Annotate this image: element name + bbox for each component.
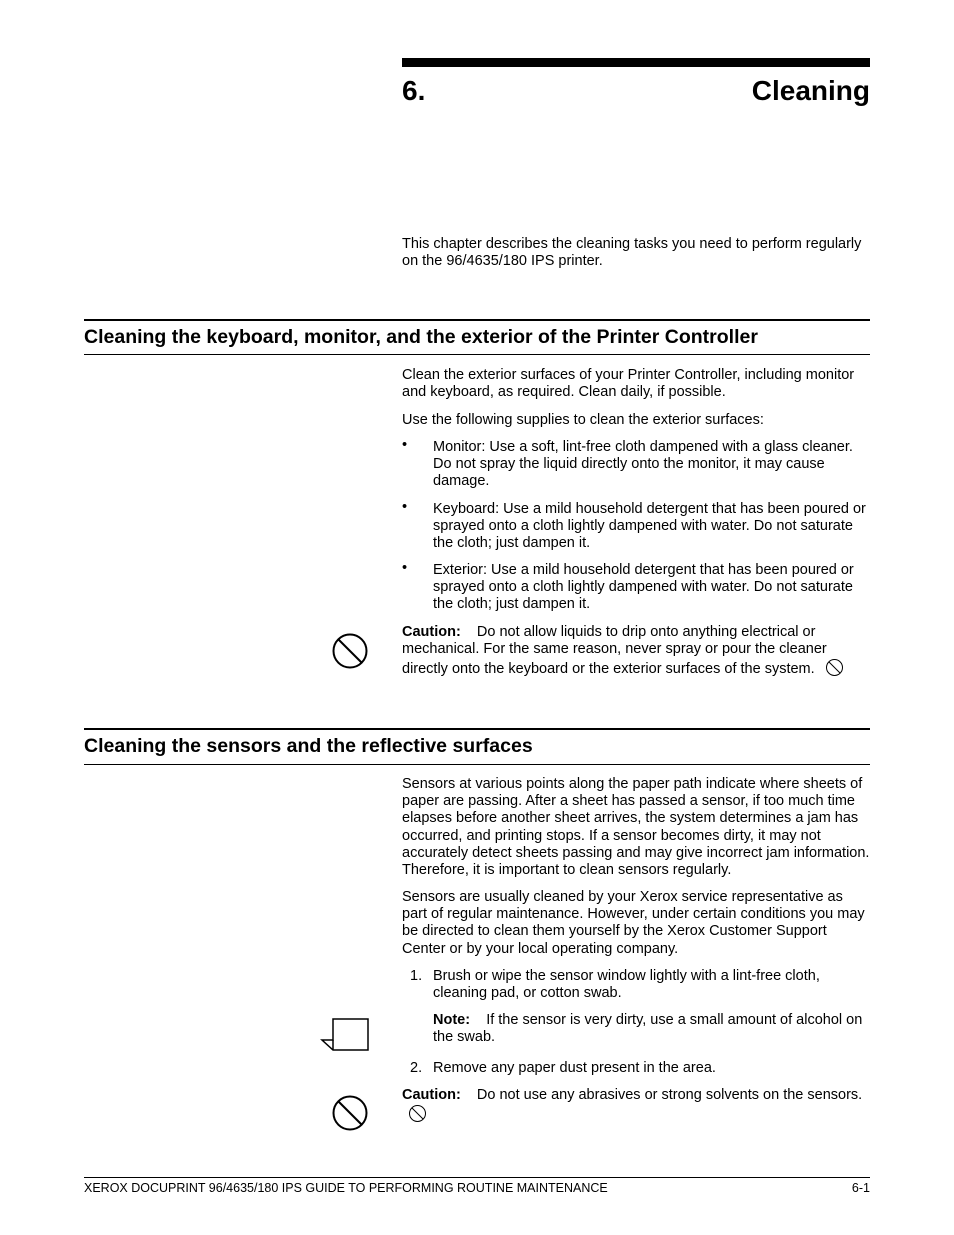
caution-icon	[331, 632, 369, 670]
step-1-text: Brush or wipe the sensor window lightly with a lint-free cloth, cleaning pad, or cotton swab.	[433, 968, 820, 1002]
bullet-item-exterior: Exterior: Use a mild household detergent that has been poured or sprayed onto a cloth lightly dampened with water. Do not saturate the cloth; just dampen it.	[433, 562, 854, 613]
footer-title: XEROX DOCUPRINT 96/4635/180 IPS GUIDE TO PERFORMING ROUTINE MAINTENANCE	[84, 1181, 608, 1195]
caution-block-2	[402, 1087, 870, 1124]
note-page-icon	[320, 1017, 370, 1053]
section-title-keyboard-monitor: Cleaning the keyboard, monitor, and the exterior of the Printer Controller	[84, 326, 758, 348]
note-label: Note:	[433, 1012, 471, 1028]
step-number: 2.	[410, 1060, 423, 1076]
no-entry-circle-icon	[331, 632, 369, 670]
caution-label: Caution:	[402, 624, 461, 640]
section-rule-top	[84, 319, 870, 321]
page-number: 6-1	[851, 1181, 870, 1195]
bullet-item-keyboard: Keyboard: Use a mild household detergent that has been poured or sprayed onto a cloth lightly dampened with water. Do not saturate the cloth; just dampen it.	[433, 501, 866, 552]
caution-text: Do not allow liquids to drip onto anything electrical or mechanical. For the same reason, never spray or pour the cleaner directly onto the keyboard or the exterior surfaces of the system.	[402, 624, 827, 678]
section2-paragraph-2: Sensors are usually cleaned by your Xerox service representative as part of regular maintenance. However, under certain conditions you may be directed to clean them yourself by the Xerox Customer Support Center or by your local operating company.	[402, 889, 865, 957]
note-icon	[320, 1017, 370, 1053]
bullet-item-monitor: Monitor: Use a soft, lint-free cloth dampened with a glass cleaner. Do not spray the liquid directly onto the monitor, it may cause damage.	[433, 439, 853, 490]
bullet-marker: •	[402, 437, 408, 453]
chapter-number: 6.	[402, 75, 426, 106]
caution-label: Caution:	[402, 1087, 461, 1103]
section1-paragraph-1: Clean the exterior surfaces of your Printer Controller, including monitor and keyboard, as required. Clean daily, if possible.	[402, 367, 855, 401]
small-no-entry-icon	[825, 658, 844, 677]
small-no-entry-icon	[408, 1104, 427, 1123]
note-block	[433, 1012, 870, 1046]
chapter-rule	[402, 58, 870, 67]
section2-paragraph-1: Sensors at various points along the paper path indicate where sheets of paper are passing. After a sheet has passed a sensor, if too much time elapses before another sheet arrives, the system determines a jam has occurred, and printing stops. If a sensor becomes dirty, it may not accurately detect sheets passing and may give incorrect jam information. Therefore, it is important to clean sensors regularly.	[402, 776, 870, 879]
note-text: If the sensor is very dirty, use a small amount of alcohol on the swab.	[433, 1012, 863, 1046]
bullet-marker: •	[402, 499, 408, 515]
caution-text: Do not use any abrasives or strong solvents on the sensors.	[476, 1087, 863, 1103]
section-rule-bottom	[84, 764, 870, 765]
step-number: 1.	[410, 968, 423, 984]
section-rule-top	[84, 728, 870, 730]
caution-icon	[331, 1094, 369, 1132]
footer-rule	[84, 1177, 870, 1178]
step-2-text: Remove any paper dust present in the area.	[433, 1060, 716, 1076]
bullet-marker: •	[402, 560, 408, 576]
section-rule-bottom	[84, 354, 870, 355]
chapter-intro: This chapter describes the cleaning tasks you need to perform regularly on the 96/4635/180 IPS printer.	[402, 236, 862, 270]
section1-paragraph-2: Use the following supplies to clean the exterior surfaces:	[402, 412, 764, 428]
section-title-sensors: Cleaning the sensors and the reflective surfaces	[84, 735, 533, 757]
caution-block-1	[402, 624, 870, 679]
chapter-title: Cleaning	[751, 75, 870, 106]
no-entry-circle-icon	[331, 1094, 369, 1132]
